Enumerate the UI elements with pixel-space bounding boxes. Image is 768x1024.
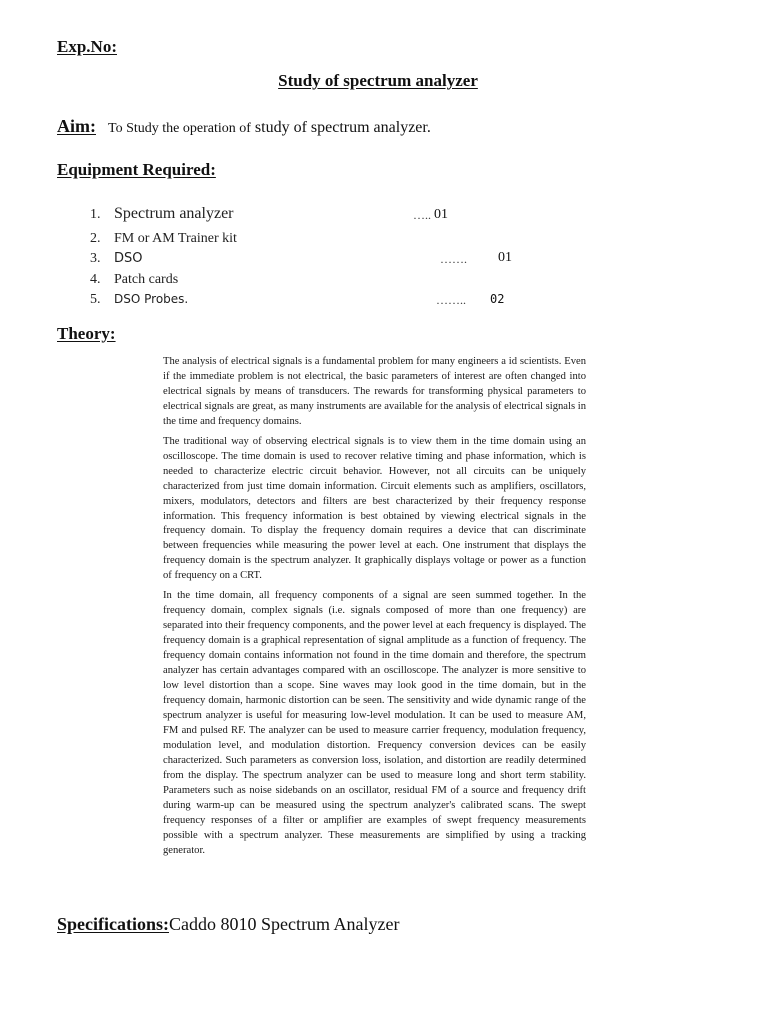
equipment-item-dots: ….. [413, 208, 431, 222]
equipment-item-dots: …….. [436, 293, 466, 307]
page-title [0, 71, 756, 91]
specifications-label: Specifications: [57, 914, 169, 934]
equipment-item-dots: ……. [440, 252, 467, 266]
aim-text-part1: To Study the operation of [108, 121, 251, 136]
equipment-item-number: 1. [90, 207, 101, 222]
aim-text-part2: study of spectrum analyzer. [250, 119, 431, 136]
exp-no-label: Exp.No: [57, 37, 117, 56]
equipment-item-qty: 01 [434, 207, 448, 222]
equipment-item-name: DSO [114, 251, 143, 266]
specifications-section [57, 914, 399, 935]
equipment-item-name: Patch cards [114, 272, 179, 287]
theory-paragraph: The traditional way of observing electrical signals is to view them in the time domain using an oscilloscope. The time domain is used to recover relative timing and phase information, which is needed to characterize electric circuit behavior. However, not all circuits can be uniquely characterized from just time domain information. Circuit elements such as amplifiers, oscillators, mixers, modulators, detectors and filters are best characterized by their frequency response information. This frequency information is best obtained by viewing electrical signals in the frequency domain. To display the frequency domain requires a device that can discriminate between frequencies while measuring the power level at each. One instrument that displays the frequency domain is the spectrum analyzer. It graphically displays voltage or power as a function of frequency on a CRT. [163, 435, 586, 582]
equipment-item-name: Spectrum analyzer [114, 205, 234, 222]
page-title-text: Study of spectrum analyzer [278, 71, 478, 90]
equipment-item [90, 270, 178, 290]
equipment-item-number: 2. [90, 231, 101, 246]
equipment-item-number: 3. [90, 251, 101, 266]
theory-body [163, 355, 586, 863]
equipment-heading: Equipment Required: [57, 160, 216, 179]
equipment-item-qty: 01 [498, 250, 512, 265]
theory-heading: Theory: [57, 324, 116, 343]
theory-paragraph: In the time domain, all frequency components of a signal are seen summed together. In the frequency domain, complex signals (i.e. signals composed of more than one frequency) are separated into their frequency components, and the power level at each frequency is displayed. The frequency domain is a graphical representation of signal amplitude as a function of frequency. The frequency domain contains information not found in the time domain and therefore, the spectrum analyzer has certain advantages compared with an oscilloscope. The analyzer is more sensitive to low level distortion than a scope. Sine waves may look good in the time domain, but in the frequency domain, harmonic distortion can be seen. The sensitivity and wide dynamic range of the spectrum analyzer is useful for measuring low-level modulation. It can be used to measure AM, FM and pulsed RF. The analyzer can be used to measure carrier frequency, modulation frequency, modulation level, and modulation distortion. Frequency conversion devices can be easily characterized. Such parameters as conversion loss, isolation, and distortion are readily determined from the display. The spectrum analyzer can be used to measure long and short term stability. Parameters such as noise sidebands on an oscillator, residual FM of a source and frequency drift during warm-up can be measured using the spectrum analyzer's calibrated scans. The swept frequency responses of a filter or amplifier are examples of swept frequency measurements possible with a spectrum analyzer. These measurements are simplified by using a tracking generator. [163, 590, 586, 856]
equipment-item-name: DSO Probes. [114, 292, 189, 306]
theory-paragraph: The analysis of electrical signals is a fundamental problem for many engineers a id scientists. Even if the immediate problem is not electrical, the basic parameters of interest are often changed into electrical signals by means of transducers. The rewards for transforming physical parameters to electrical signals are great, as many instruments are available for the analysis of electrical signals in the time and frequency domains. [163, 356, 586, 427]
equipment-item [90, 249, 143, 269]
equipment-item-number: 5. [90, 292, 101, 307]
equipment-item-qty: 02 [490, 292, 505, 306]
specifications-value: Caddo 8010 Spectrum Analyzer [169, 914, 400, 934]
aim-label: Aim: [57, 116, 96, 136]
equipment-item [90, 290, 188, 310]
equipment-item-name: FM or AM Trainer kit [114, 231, 237, 246]
equipment-item [90, 229, 237, 249]
equipment-item-number: 4. [90, 272, 101, 287]
equipment-item [90, 205, 234, 225]
aim-section [57, 116, 431, 137]
